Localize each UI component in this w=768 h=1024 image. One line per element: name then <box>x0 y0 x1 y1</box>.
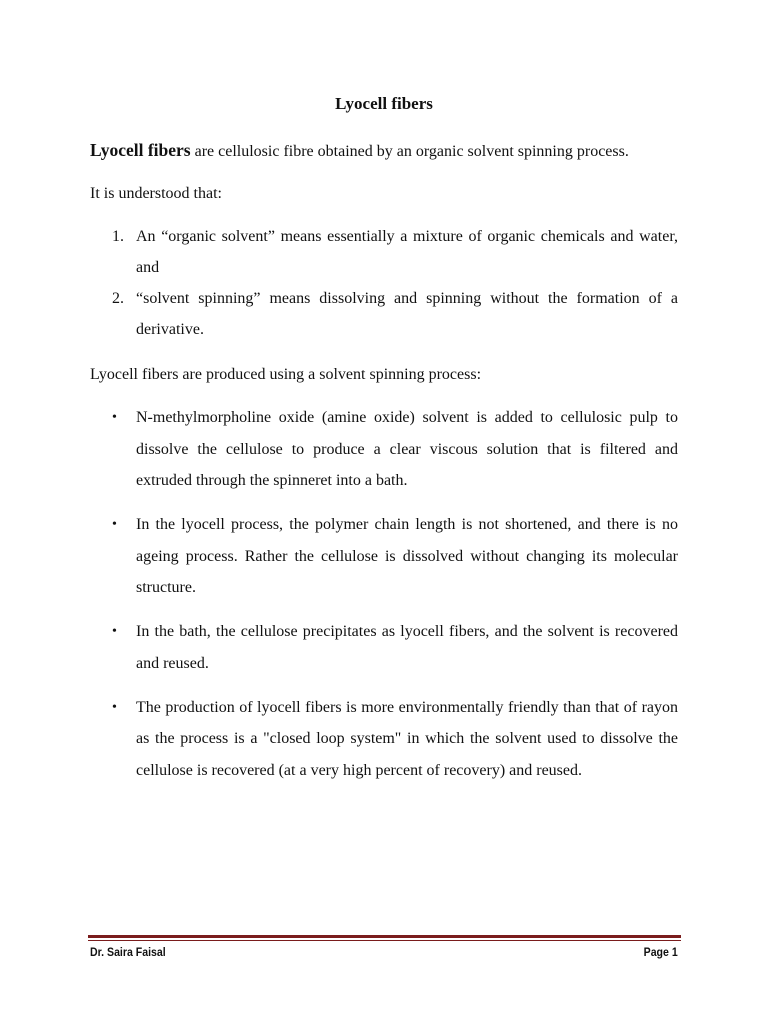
bullet-text: N-methylmorpholine oxide (amine oxide) solvent is added to cellulosic pulp to dissolve the cellulose to produce a clear viscous solution that is filtered and extruded through the spinneret into a bath. <box>136 409 678 489</box>
understood-paragraph: It is understood that: <box>90 185 222 202</box>
footer-author: Dr. Saira Faisal <box>90 945 166 959</box>
footer-page-number: Page 1 <box>643 945 678 959</box>
bullet-icon: • <box>112 624 117 639</box>
bullet-text: In the bath, the cellulose precipitates as lyocell fibers, and the solvent is recovered and reused. <box>136 623 678 672</box>
numbered-text: An “organic solvent” means essentially a mixture of organic chemicals and water, and <box>136 228 678 276</box>
bullet-icon: • <box>112 699 117 715</box>
numbered-item <box>90 221 678 283</box>
bullet-item <box>90 692 678 787</box>
numbered-list <box>90 221 678 345</box>
intro-term: Lyocell fibers <box>90 140 191 160</box>
numbered-marker: 1. <box>112 228 124 245</box>
footer-rule <box>88 935 681 938</box>
bullet-item <box>90 616 678 679</box>
bullet-text: The production of lyocell fibers is more environmentally friendly than that of rayon as the process is a "closed loop system" in which the solvent used to dissolve the cellulose is recovered (at a very high percent of recovery) and reused. <box>136 698 678 779</box>
numbered-marker: 2. <box>112 290 124 307</box>
bullet-list <box>90 402 678 799</box>
bullet-item <box>90 509 678 604</box>
bullet-item <box>90 402 678 497</box>
numbered-item <box>90 283 678 345</box>
produced-paragraph: Lyocell fibers are produced using a solvent spinning process: <box>90 366 482 383</box>
intro-paragraph <box>90 135 678 167</box>
page-title: Lyocell fibers <box>335 94 433 113</box>
intro-text: are cellulosic fibre obtained by an organic solvent spinning process. <box>190 143 629 160</box>
bullet-text: In the lyocell process, the polymer chain length is not shortened, and there is no ageing process. Rather the cellulose is dissolved without changing its molecular structure. <box>136 516 678 596</box>
bullet-icon: • <box>112 410 117 425</box>
footer-rule-thin <box>88 940 681 941</box>
bullet-icon: • <box>112 517 117 532</box>
numbered-text: “solvent spinning” means dissolving and spinning without the formation of a derivative. <box>136 290 678 338</box>
